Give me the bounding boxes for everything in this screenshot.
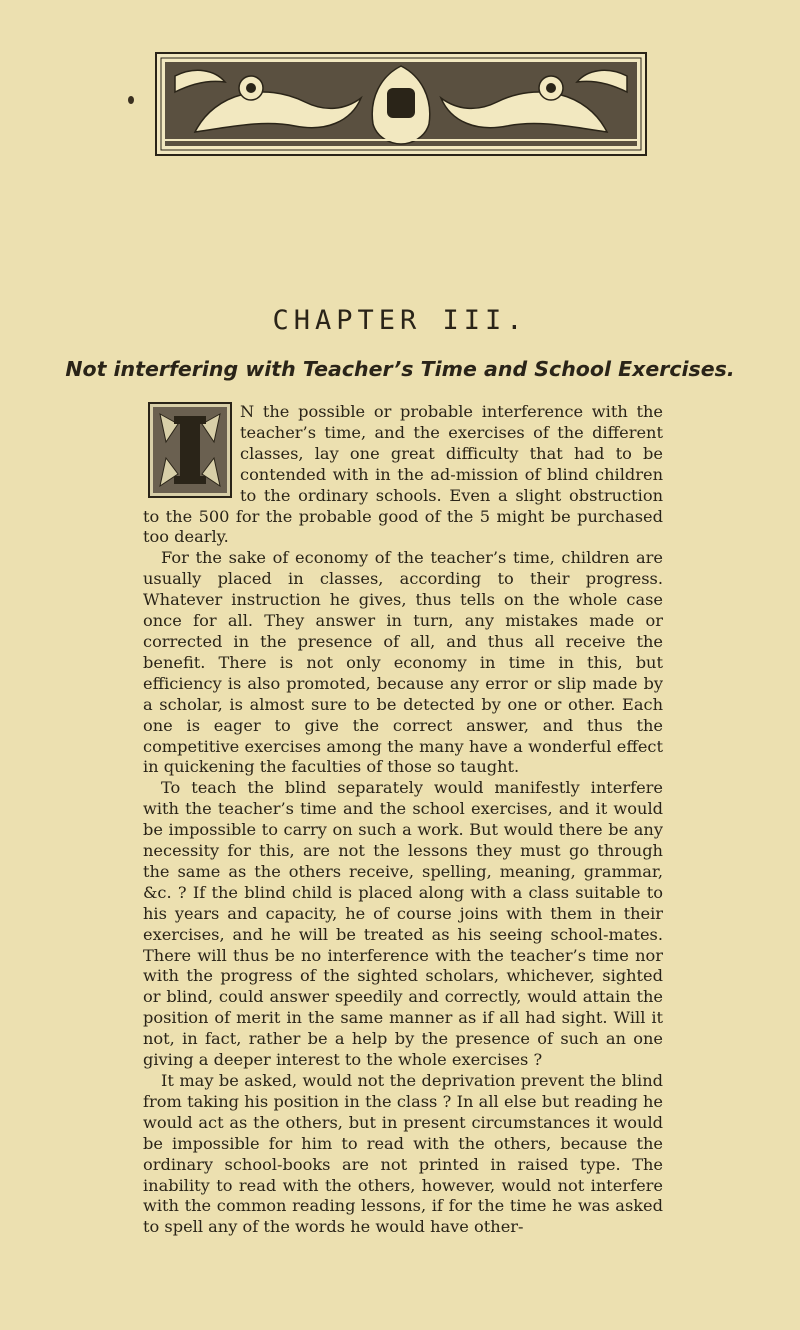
paragraph: It may be asked, would not the deprivation prevent the blind from taking his position in the class ? In all else but reading he would act as the others, but in present circumstances it would be impossible for him to read with the others, because the ordinary school-books are not printed in raised type. The inability to read with the others, however, would not interfere with the common reading lessons, if for the time he was asked to spell any of the words he would have other- — [143, 1071, 663, 1237]
initial-letter: I — [180, 425, 200, 472]
paragraph: For the sake of economy of the teacher’s time, children are usually placed in classes, according to their progress. Whatever instruction he gives, thus tells on the whole case once for all. They answer in turn, any mistakes made or corrected in the presence of all, and thus all receive the benefit. There is not only economy in time in this, but efficiency is also promoted, because any error or slip made by a scholar, is almost sure to be detected by one or other. Each one is eager to give the correct answer, and thus the competitive exercises among the many have a wonderful effect in quickening the faculties of those so taught. — [143, 548, 663, 777]
body-text — [143, 402, 663, 1238]
chapter-heading: CHAPTER III. — [272, 305, 528, 336]
margin-mark — [128, 96, 134, 104]
paragraph: To teach the blind separately would manifestly interfere with the teacher’s time and the school exercises, and it would be impossible to carry on such a work. But would there be any necessity for this, are not the lessons they must go through the same as the others receive, spelling, meaning, grammar, &c. ? If the blind child is placed along with a class suitable to his years and capacity, he of course joins with them in their exercises, and he will be treated as his seeing school-mates. There will thus be no interference with the teacher’s time nor with the progress of the sighted scholars, whichever, sighted or blind, could answer speedily and correctly, would attain the position of merit in the same manner as if all had sight. Will it not, in fact, rather be a help by the presence of such an one giving a deeper interest to the whole exercises ? — [143, 778, 663, 1070]
headpiece-ornament — [155, 52, 647, 156]
chapter-title: Not interfering with Teacher’s Time and School Exercises. — [65, 357, 735, 381]
paragraph: N the possible or probable interference with the teacher’s time, and the exercises of the different classes, lay one great difficulty that had to be contended with in the ad-mission of blind children to the ordinary schools. Even a slight obstruction to the 500 for the probable good of the 5 might be purchased too dearly. — [143, 402, 663, 547]
